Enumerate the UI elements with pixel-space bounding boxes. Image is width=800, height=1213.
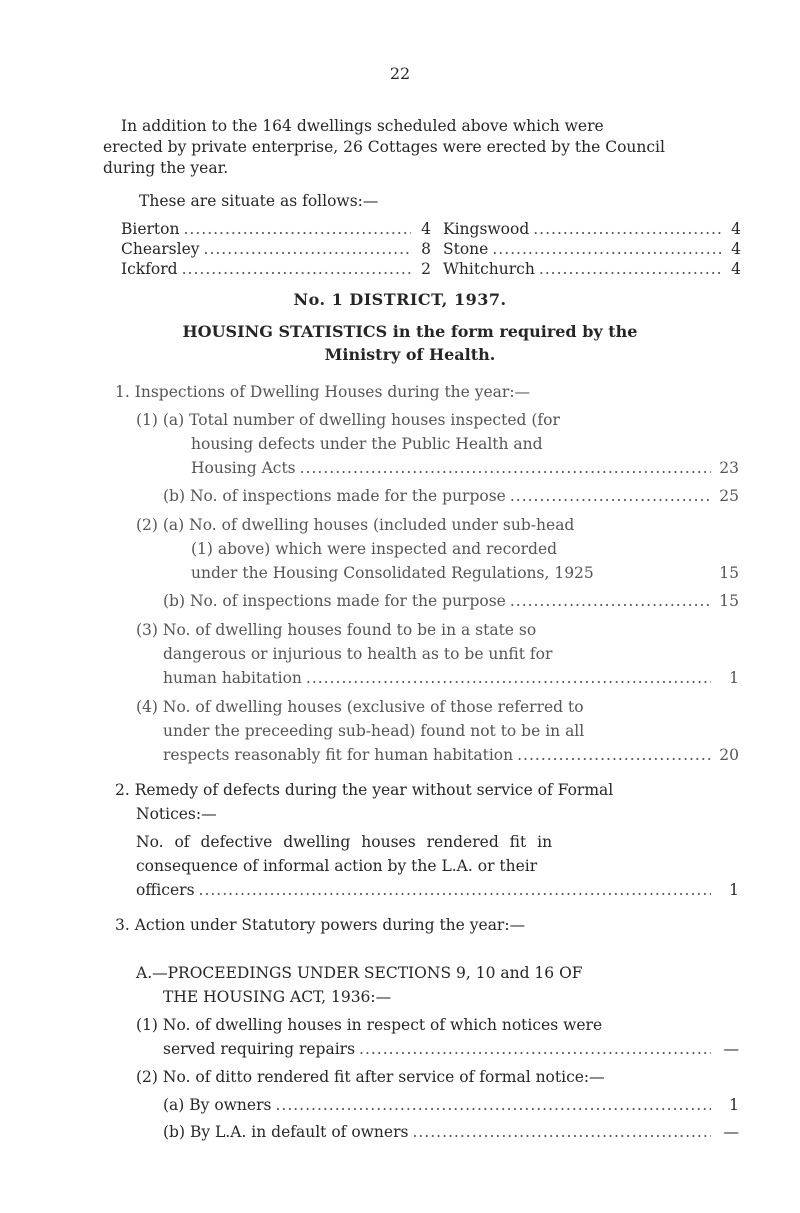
- place-entry: [431, 219, 741, 239]
- item-value: 20: [719, 746, 739, 764]
- item-value: 15: [719, 564, 739, 582]
- item-a2b-row: (b) By L.A. in default of owners ..... —: [163, 1122, 739, 1142]
- leader-dots: [412, 1122, 711, 1142]
- item-value: —: [723, 1123, 739, 1141]
- item-1a-line: housing defects under the Public Health and: [191, 435, 543, 453]
- subsection-a-title: THE HOUSING ACT, 1936:—: [163, 988, 392, 1006]
- item-1b-row: (b) No. of inspections made for the purpose ..... 25: [163, 486, 739, 506]
- item-2a-line: (1) above) which were inspected and recorded: [191, 540, 558, 558]
- stats-heading: [180, 320, 640, 366]
- item-4-line: under the preceeding sub-head) found not to be in all: [163, 722, 585, 740]
- places-row: [121, 259, 741, 279]
- stats-heading-line: Ministry of Health.: [324, 345, 496, 365]
- leader-dots: [492, 239, 721, 259]
- leader-dots: [533, 219, 721, 239]
- place-name: Ickford: [121, 260, 178, 278]
- leader-dots: [275, 1095, 711, 1115]
- place-value: 2: [421, 260, 431, 278]
- item-value: —: [723, 1040, 739, 1058]
- subsection-a-title: A.—PROCEEDINGS UNDER SECTIONS 9, 10 and 16 OF: [136, 964, 583, 982]
- situate-line: These are situate as follows:—: [139, 192, 379, 210]
- item-value: 1: [729, 1096, 739, 1114]
- leader-dots: [539, 259, 721, 279]
- item-4-row: respects reasonably fit for human habitation ..... 20: [163, 745, 739, 765]
- item-value: 25: [719, 487, 739, 505]
- intro-line: In addition to the 164 dwellings scheduled above which were: [121, 117, 604, 135]
- leader-dots: [306, 668, 711, 688]
- item-value: 15: [719, 592, 739, 610]
- section-2-line: consequence of informal action by the L.A. or their: [136, 857, 538, 875]
- item-value: 1: [729, 669, 739, 687]
- item-a2-line: (2) No. of ditto rendered fit after service of formal notice:—: [136, 1068, 605, 1086]
- place-entry: [431, 239, 741, 259]
- places-row: [121, 239, 741, 259]
- leader-dots: [517, 745, 711, 765]
- district-heading: No. 1 DISTRICT, 1937.: [293, 290, 507, 309]
- section-2-line: No. of defective dwelling houses rendered fit in: [136, 833, 553, 851]
- place-entry: [121, 239, 431, 259]
- place-name: Bierton: [121, 220, 180, 238]
- item-a2a-row: (a) By owners ..... 1: [163, 1095, 739, 1115]
- place-name: Chearsley: [121, 240, 200, 258]
- intro-paragraph: [103, 116, 741, 178]
- place-entry: [121, 219, 431, 239]
- item-a1-row: served requiring repairs ..... —: [163, 1039, 739, 1059]
- item-2a-row: under the Housing Consolidated Regulations, 1925 15: [191, 564, 739, 582]
- place-name: Stone: [443, 240, 489, 258]
- section-2-title: 2. Remedy of defects during the year without service of Formal: [115, 781, 614, 799]
- item-2a-line: (2) (a) No. of dwelling houses (included under sub-head: [136, 516, 575, 534]
- leader-dots: [199, 880, 711, 900]
- places-row: [121, 219, 741, 239]
- leader-dots: [204, 239, 411, 259]
- item-value: 23: [719, 459, 739, 477]
- stats-heading-line: HOUSING STATISTICS in the form required by the: [182, 322, 638, 341]
- page-number: 22: [389, 64, 411, 83]
- leader-dots: [510, 486, 711, 506]
- item-3-row: human habitation ..... 1: [163, 668, 739, 688]
- item-1a-line: (1) (a) Total number of dwelling houses inspected (for: [136, 411, 560, 429]
- place-value: 4: [731, 220, 741, 238]
- place-entry: [431, 259, 741, 279]
- leader-dots: [359, 1039, 711, 1059]
- item-value: 1: [729, 881, 739, 899]
- place-value: 4: [421, 220, 431, 238]
- place-name: Whitchurch: [443, 260, 535, 278]
- place-value: 4: [731, 260, 741, 278]
- section-2-title: Notices:—: [136, 805, 217, 823]
- section-1-title: 1. Inspections of Dwelling Houses during the year:—: [115, 383, 531, 401]
- place-value: 8: [421, 240, 431, 258]
- leader-dots: [510, 591, 711, 611]
- intro-line: during the year.: [103, 159, 229, 178]
- places-list: [121, 219, 741, 279]
- item-3-line: (3) No. of dwelling houses found to be in a state so: [136, 621, 537, 639]
- section-3-title: 3. Action under Statutory powers during the year:—: [115, 916, 526, 934]
- item-4-line: (4) No. of dwelling houses (exclusive of those referred to: [136, 698, 584, 716]
- place-entry: [121, 259, 431, 279]
- leader-dots: [182, 259, 411, 279]
- place-value: 4: [731, 240, 741, 258]
- item-2b-row: (b) No. of inspections made for the purpose ..... 15: [163, 591, 739, 611]
- section-2-row: officers ..... 1: [136, 880, 739, 900]
- leader-dots: [183, 219, 411, 239]
- place-name: Kingswood: [443, 220, 530, 238]
- item-1a-row: Housing Acts ..... 23: [191, 458, 739, 478]
- item-3-line: dangerous or injurious to health as to be unfit for: [163, 645, 553, 663]
- intro-line: erected by private enterprise, 26 Cottages were erected by the Council: [103, 138, 665, 157]
- item-a1-line: (1) No. of dwelling houses in respect of which notices were: [136, 1016, 603, 1034]
- leader-dots: [300, 458, 711, 478]
